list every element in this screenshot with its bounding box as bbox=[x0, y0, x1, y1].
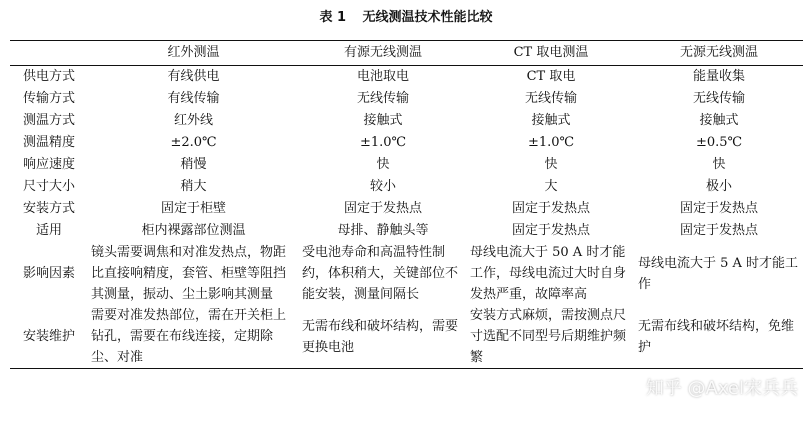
table-cell: 快 bbox=[376, 157, 390, 172]
header-cell: 红外测温 bbox=[167, 45, 220, 60]
row-label: 测温方式 bbox=[22, 113, 75, 128]
table-cell: 快 bbox=[712, 157, 726, 172]
table-cell: 固定于发热点 bbox=[343, 201, 422, 216]
table-cell: 无需布线和破坏结构，免维护 bbox=[638, 318, 795, 355]
table-cell: 母排、静触头等 bbox=[337, 223, 429, 238]
table-cell: 接触式 bbox=[699, 113, 739, 128]
table-cell: 稍慢 bbox=[180, 157, 207, 172]
table-cell: 极小 bbox=[705, 179, 732, 194]
watermark: 知乎 @Axel宋兵兵 bbox=[645, 378, 798, 399]
table-cell: 镜头需要调焦和对准发热点，物距比直接响精度，套管、柜壁等阻挡其测量，振动、尘土影响其测量 bbox=[91, 245, 287, 302]
table-cell: 无需布线和破坏结构，需要更换电池 bbox=[302, 318, 459, 355]
table-number: 表 1 bbox=[319, 10, 347, 25]
table-cell: 接触式 bbox=[531, 113, 571, 128]
table-cell: 快 bbox=[544, 157, 558, 172]
comparison-table bbox=[10, 40, 803, 369]
row-label: 适用 bbox=[35, 223, 62, 238]
row-label: 安装方式 bbox=[22, 201, 75, 216]
table-row bbox=[10, 110, 803, 132]
table-cell: 红外线 bbox=[173, 113, 213, 128]
table-row bbox=[10, 66, 803, 89]
table-cell: 柜内裸露部位测温 bbox=[141, 223, 246, 238]
row-label: 传输方式 bbox=[22, 91, 75, 106]
table-cell: 固定于发热点 bbox=[679, 201, 758, 216]
table-cell: 母线电流大于 50 A 时才能工作，母线电流过大时自身发热严重，故障率高 bbox=[470, 245, 627, 302]
table-cell: 稍大 bbox=[180, 179, 207, 194]
table-cell: 有线供电 bbox=[167, 69, 220, 84]
table-cell: ±0.5℃ bbox=[695, 135, 743, 150]
header-row bbox=[10, 41, 803, 66]
table-cell: 固定于发热点 bbox=[679, 223, 758, 238]
table-cell: 固定于发热点 bbox=[511, 223, 590, 238]
table-cell: 大 bbox=[544, 179, 558, 194]
table-cell: 受电池寿命和高温特性制约，体积稍大，关键部位不能安装，测量间隔长 bbox=[302, 245, 459, 302]
table-cell: 能量收集 bbox=[692, 69, 745, 84]
table-row bbox=[10, 305, 803, 369]
table-cell: CT 取电 bbox=[526, 69, 576, 84]
table-title: 无线测温技术性能比较 bbox=[362, 10, 493, 25]
table-cell: 安装方式麻烦，需按测点尺寸选配不同型号后期维护频繁 bbox=[470, 308, 627, 365]
table-cell: 较小 bbox=[369, 179, 396, 194]
table-row bbox=[10, 154, 803, 176]
table-row bbox=[10, 198, 803, 220]
table-cell: ±2.0℃ bbox=[170, 135, 217, 150]
table-row bbox=[10, 242, 803, 305]
table-row bbox=[10, 88, 803, 110]
table-cell: ±1.0℃ bbox=[359, 135, 407, 150]
table-cell: 电池取电 bbox=[356, 69, 409, 84]
table-cell: 需要对准发热部位，需在开关柜上钻孔，需要在布线连接，定期除尘、对准 bbox=[91, 308, 287, 365]
header-cell: 有源无线测温 bbox=[343, 45, 422, 60]
table-cell: 接触式 bbox=[363, 113, 403, 128]
row-label: 尺寸大小 bbox=[22, 179, 75, 194]
table-cell: 无线传输 bbox=[524, 91, 577, 106]
table-cell: 母线电流大于 5 A 时才能工作 bbox=[638, 255, 799, 292]
header-cell: 无源无线测温 bbox=[679, 45, 758, 60]
table-row bbox=[10, 176, 803, 198]
table-row bbox=[10, 132, 803, 154]
table-cell: 固定于发热点 bbox=[511, 201, 590, 216]
row-label: 安装维护 bbox=[22, 328, 75, 344]
row-label: 测温精度 bbox=[22, 135, 75, 150]
row-label: 影响因素 bbox=[22, 265, 75, 281]
table-cell: 无线传输 bbox=[356, 91, 409, 106]
table-cell: 无线传输 bbox=[692, 91, 745, 106]
table-cell: ±1.0℃ bbox=[527, 135, 575, 150]
row-label: 响应速度 bbox=[22, 157, 75, 172]
header-cell: CT 取电测温 bbox=[513, 45, 589, 60]
header-cell bbox=[10, 41, 88, 66]
table-row bbox=[10, 220, 803, 242]
table-caption bbox=[0, 6, 812, 25]
row-label: 供电方式 bbox=[22, 69, 75, 84]
table-cell: 固定于柜壁 bbox=[160, 201, 226, 216]
table-cell: 有线传输 bbox=[167, 91, 220, 106]
